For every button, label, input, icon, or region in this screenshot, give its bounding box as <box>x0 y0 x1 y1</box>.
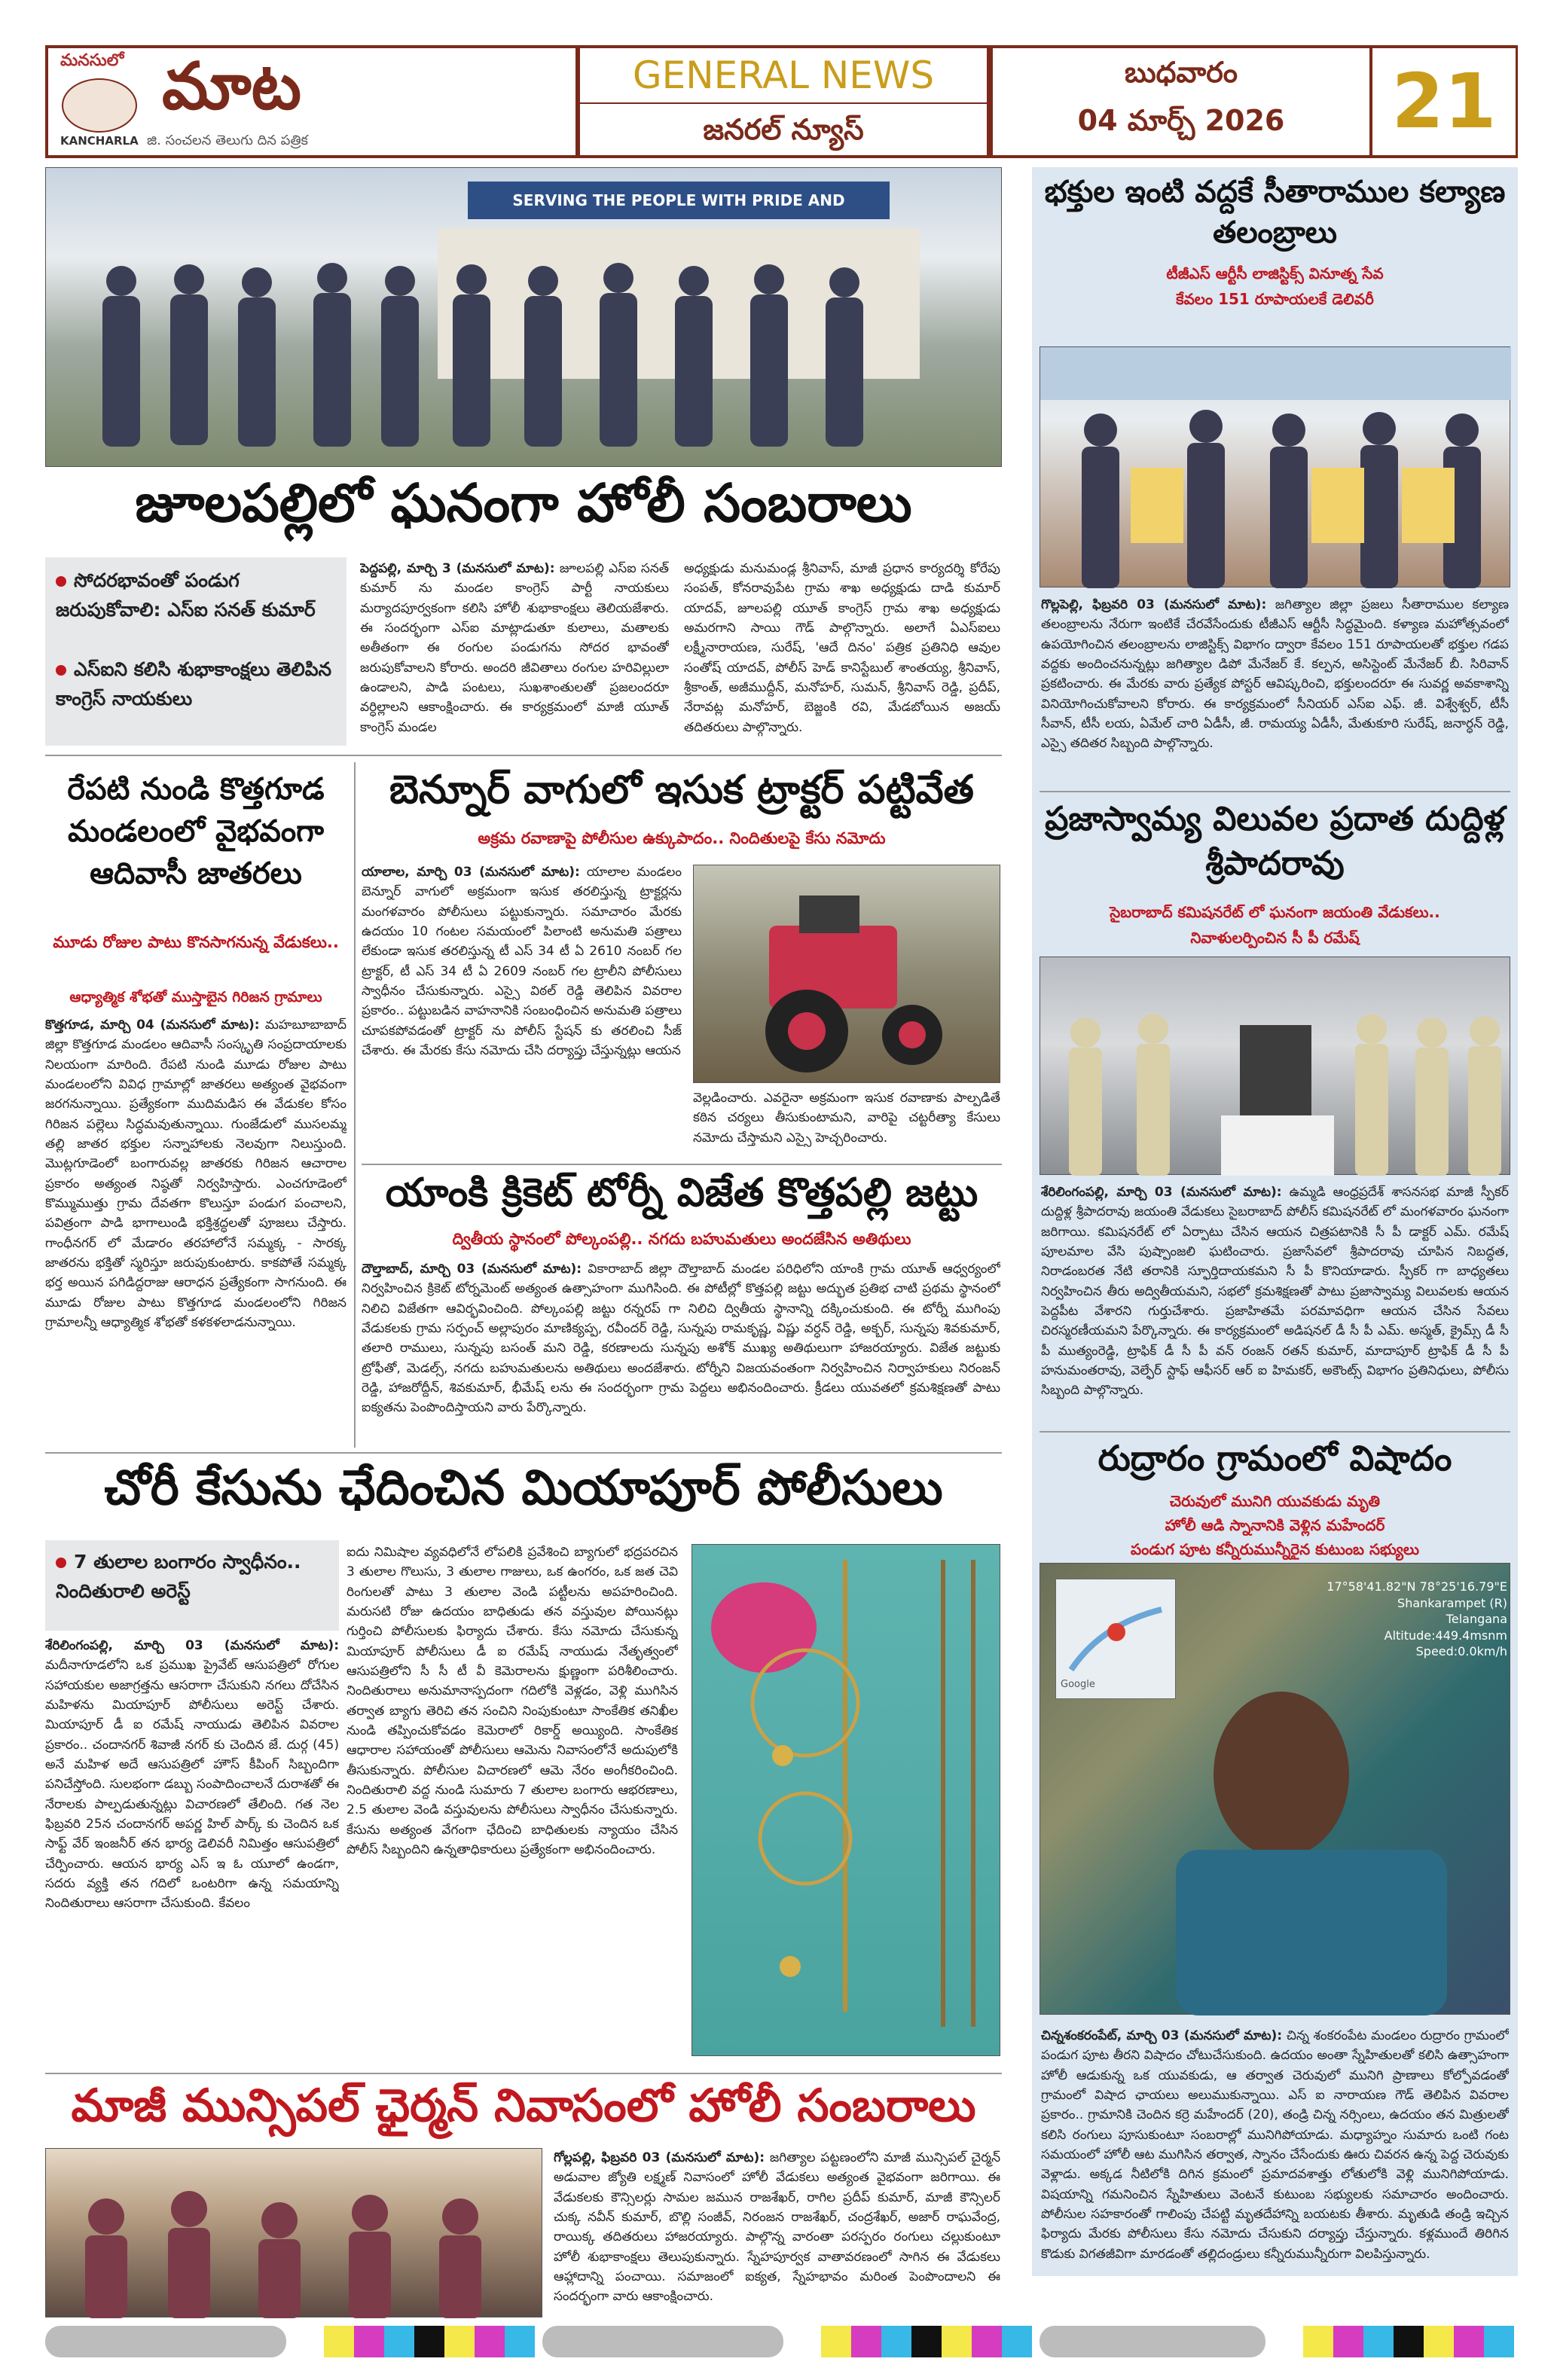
recovered-jewellery-photo <box>691 1544 1000 2056</box>
print-color-swatches <box>791 2326 1032 2357</box>
divider <box>362 1164 1002 1165</box>
tractor-illustration <box>694 865 1001 1084</box>
jatara-headline: రేపటి నుండి కొత్తగూడ మండలంలో వైభవంగా ఆదివాసీ జాతరలు <box>67 772 325 891</box>
holi-bullet-box <box>45 557 347 746</box>
divider <box>45 2073 1002 2074</box>
print-color-bar <box>45 2326 286 2357</box>
logo-title: మాట <box>162 48 301 124</box>
people-silhouettes <box>76 251 920 447</box>
theft-bullet: 7 తులాల బంగారం స్వాధీనం.. నిందితురాలి అరెస్ట్ <box>56 1551 301 1602</box>
rudraram-subhead-1: చెరువులో మునిగి యువకుడు మృతి <box>1169 1492 1381 1510</box>
weekday: బుధవారం <box>1124 56 1238 89</box>
cmyk-swatches <box>791 2326 1032 2357</box>
gps-coordinates: 17°58'41.82"N 78°25'16.79"E <box>1327 1579 1507 1594</box>
rudraram-headline: రుద్రారం గ్రామంలో విషాదం <box>1098 1438 1452 1478</box>
holi-body-col2: అధ్యక్షుడు మనుమండ్ల శ్రీనివాస్, మాజీ ప్రధాన కార్యదర్శి కోరేపు సంపత్, కోనరావుపేట గ్రామ శాఖ అధ్యక్షుడు దాడి కుమార్ యాదవ్, జూలపల్లి యూత్ కాంగ్రెస్ గ్రామ శాఖ అధ్యక్షుడు అమరగాని సాయి గౌడ్ పాల్గొన్నారు. అలాగే ఏఎస్ఐలు లక్ష్మీనారాయణ, సురేష్, 'ఆదే దినం' పత్రిక ప్రతినిధి ఆవుల సంతోష్ యాదవ్, పోలీస్ హెడ్ కానిస్టేబుల్ శాంతయ్య, శ్రీనివాస్, శ్రీకాంత్, అజీముద్దీన్, మనోహర్, సుమన్, శ్రీనివాస్ రెడ్డి, ప్రదీప్, నేరావట్ల మనోహర్, బెజ్జంకి రవి, మేడబోయిన అజయ్ తదితరులు పాల్గొన్నారు. <box>684 561 1000 735</box>
rudraram-photo <box>1040 1563 1510 2015</box>
print-color-swatches <box>294 2326 535 2357</box>
print-color-bar <box>542 2326 783 2357</box>
divider <box>1040 791 1510 792</box>
divider <box>45 1452 1002 1454</box>
sripada-tribute-photo <box>1040 957 1510 1175</box>
rudraram-subhead-3: పండుగ పూట కన్నీరుమున్నీరైన కుటుంబ సభ్యులు <box>1131 1540 1419 1558</box>
exchair-holi-photo <box>45 2148 542 2317</box>
holi-group-photo <box>45 167 1002 467</box>
sand-headline: బెన్నూర్ వాగులో ఇసుక ట్రాక్టర్ పట్టివేత <box>389 767 975 813</box>
cricket-body: దౌల్తాబాద్, మార్చి 03 (మనసులో మాట): వికారాబాద్ జిల్లా దౌల్తాబాద్ మండల పరిధిలోని యాంకి గ్రామ యూత్ ఆధ్వర్యంలో నిర్వహించిన క్రికెట్ టోర్నమెంట్ అత్యంత ఉత్సాహంగా ముగిసింది. ఈ పోటీల్లో కొత్తపల్లి జట్టు అద్భుత ప్రతిభ చాటి ప్రథమ స్థానంలో నిలిచి విజేతగా ఆవిర్భవించింది. పోల్కంపల్లి జట్టు రన్నరప్ గా నిలిచి ద్వితీయ స్థానాన్ని దక్కించుకుంది. ఈ టోర్నీ ముగింపు వేడుకలకు గ్రామ సర్పంచ్ అల్లాపురం మాణిక్యప్ప, రవీందర్ రెడ్డి, సున్నపు రామకృష్ణ, విష్ణు వర్ధన్ రెడ్డి, అక్బర్, సున్నపు శివకుమార్, తలారి రాములు, సున్నపు బసంత్ మని రెడ్డి, కరణాలదు సున్నపు అశోక్ ముఖ్య అతిథులుగా హాజరయ్యారు. విజేత జట్టుకు ట్రోఫీతో, మెడల్స్, నగదు బహుమతులను అతిథులు అందజేశారు. టోర్నీని విజయవంతంగా నిర్వహించిన నిర్వాహకులు నిరంజన్ రెడ్డి, హాజరోద్దీన్, శివకుమార్, భీమేష్ లను ఈ సందర్భంగా గ్రామ పెద్దలు అభినందించారు. క్రీడలు యువతలో క్రమశిక్షణతో పాటు ఐక్యతను పెంపొందిస్తాయని వారు పేర్కొన్నారు. <box>362 1262 1000 1416</box>
theft-body-col2: ఐదు నిమిషాల వ్యవధిలోనే లోపలికి ప్రవేశించి బ్యాగులో భద్రపరచిన 3 తులాల గొలుసు, 3 తులాల గాజులు, ఒక ఉంగరం, ఒక జత చెవి రింగులతో పాటు 3 తులాల వెండి పట్టీలను అపహరించింది. మరుసటి రోజు ఉదయం బాధితుడు తన వస్తువుల పోయినట్లు గుర్తించి పోలీసులకు ఫిర్యాదు చేశారు. కేసు నమోదు చేసుకున్న మియాపూర్ పోలీసులు డీ ఐ రమేష్ నాయుడు నేతృత్వంలో ఆసుపత్రిలోని సీ సీ టీ వీ కెమెరాలను క్షుణ్ణంగా పరిశీలించారు. నిందితురాలు అనుమానాస్పదంగా గదిలోకి వెళ్లడం, వెళ్లి ముగిసిన తర్వాత బ్యాగు తెరిచి తన సంచిని నింపుకుంటూ సాంకేతిక తనిఖీల నుండి తప్పించుకోవడం కెమెరాలో రికార్డ్ అయ్యింది. సాంకేతిక ఆధారాల సహాయంతో పోలీసులు ఆమెను నివాసంలోనే అదుపులోకి తీసుకున్నారు. పోలీసుల విచారణలో ఆమె నేరం అంగీకరించింది. నిందితురాలి వద్ద నుండి సుమారు 7 తులాల బంగారు ఆభరణాలు, 2.5 తులాల వెండి వస్తువులను పోలీసులు స్వాధీనం చేసుకున్నారు. కేసును అత్యంత వేగంగా ఛేదించి బాధితులకు న్యాయం చేసిన పోలీస్ సిబ్బందిని ఉన్నతాధికారులు ప్రత్యేకంగా అభినందించారు. <box>347 1545 678 1858</box>
divider <box>1040 1431 1510 1433</box>
exchair-headline: మాజీ మున్సిపల్ ఛైర్మన్ నివాసంలో హోలీ సంబరాలు <box>71 2079 976 2132</box>
holi-people-illustration <box>46 2149 543 2318</box>
map-label: Google <box>1061 1679 1095 1690</box>
logo-tagline: జి. సంచలన తెలుగు దిన పత్రిక <box>147 133 308 148</box>
jatara-subhead-2: ఆధ్యాత్మిక శోభతో ముస్తాబైన గిరిజన గ్రామాలు <box>69 989 322 1005</box>
rudraram-subhead-2: హోలీ ఆడి స్నానానికి వెళ్లిన మహేందర్ <box>1165 1516 1385 1534</box>
cmyk-swatches <box>294 2326 535 2357</box>
bullet-dot-icon <box>56 576 66 587</box>
theft-headline: చోరీ కేసును ఛేదించిన మియాపూర్ పోలీసులు <box>104 1460 943 1516</box>
jatara-subhead-1: మూడు రోజుల పాటు కొనసాగనున్న వేడుకలు.. <box>53 933 339 951</box>
photo-banner: SERVING THE PEOPLE WITH PRIDE AND <box>468 182 890 219</box>
logo-brand: KANCHARLA <box>60 134 139 148</box>
group-of-people <box>76 251 920 447</box>
gps-place: Shankarampet (R) <box>1397 1595 1507 1610</box>
issue-date: 04 మార్చ్ 2026 <box>1077 104 1285 137</box>
bullet-dot-icon <box>56 1558 66 1568</box>
holi-headline: జూలపల్లిలో ఘనంగా హోలీ సంబరాలు <box>135 472 912 534</box>
gps-speed: Speed:0.0km/h <box>1415 1644 1507 1659</box>
section-title-telugu: జనరల్ న్యూస్ <box>580 104 987 155</box>
gps-state: Telangana <box>1446 1612 1507 1627</box>
sand-body-col2: వెల్లడించారు. ఎవరైనా అక్రమంగా ఇసుక రవాణాకు పాల్పడితే కఠిన చర్యలు తీసుకుంటామని, వారిపై చట్టరీత్యా కేసులు నమోదు చేస్తామని ఎస్సై హెచ్చరించారు. <box>693 1091 1000 1146</box>
sripada-subhead-1: సైబరాబాద్ కమిషనరేట్ లో ఘనంగా జయంతి వేడుకలు.. <box>1110 903 1440 921</box>
section-title-english: GENERAL NEWS <box>580 48 987 102</box>
holi-body-col1: పెద్దపల్లి, మార్చి 3 (మనసులో మాట): జూలపల్లి ఎస్ఐ సనత్ కుమార్ ను మండల కాంగ్రెస్ పార్టీ నాయకులు మర్యాదపూర్వకంగా కలిసి హోలీ శుభాకాంక్షలు తెలియజేశారు. ఈ సందర్భంగా ఎస్ఐ మాట్లాడుతూ కులాలు, మతాలకు అతీతంగా ఈ రంగుల పండుగను సోదర భావంతో జరుపుకోవాలని కోరారు. అందరి జీవితాలు రంగుల హరివిల్లులా ఉండాలని, పాడి పంటలు, సుఖశాంతులతో ప్రజలందరూ వర్ధిల్లాలని ఆకాంక్షించారు. ఈ కార్యక్రమంలో మాజీ యూత్ కాంగ్రెస్ మండల <box>360 561 669 735</box>
cricket-headline: యాంకి క్రికెట్ టోర్నీ విజేత కొత్తపల్లి జట్టు <box>385 1170 978 1216</box>
map-thumbnail <box>1055 1579 1176 1699</box>
jatara-body: కొత్తగూడ, మార్చి 04 (మనసులో మాట): మహబూబాబాద్ జిల్లా కొత్తగూడ మండలం ఆదివాసీ సంస్కృతి సంప్రదాయాలకు నిలయంగా మారింది. రేపటి నుండి మూడు రోజుల పాటు మండలంలోని వివిధ గ్రామాల్లో జాతరలు అత్యంత వైభవంగా జరగనున్నాయి. ప్రత్యేకంగా ముదిమడిస ఈ వేడుకల కోసం గిరిజన పల్లెలు సిద్ధమవుతున్నాయి. గుంజేడులో ముసలమ్మ తల్లి జాతర భక్తుల సన్నాహాలకు నెలవుగా నిలుస్తుంది. మొట్లగూడెంలో బంగారువల్ల జాతరకు గిరిజన ఆచారాల ప్రకారం అత్యంత నిష్ఠతో నిర్వహిస్తారు. ఎంచగూడెంలో కొమ్ముముత్తు గ్రామ దేవతగా కొలుస్తూ పండుగ పంచాలని, పవిత్రంగా పాడి భాగాలుండి భక్తిశ్రద్ధలతో పూజలు చేస్తారు. గాంధీనగర్ లో మేడారం తరహాలోనే సమ్మక్క - సారక్క జాతరను భక్తితో స్మరిస్తూ జరుపుకుంటారు. కాకపోతే సమ్మక్క భర్త అయిన పగిడిద్దరాజు ఆరాధన ప్రత్యేకంగా సాగనుంది. ఈ మూడు రోజుల పాటు కొత్తగూడ మండలంలోని గిరిజన గ్రామాలన్నీ ఆధ్యాత్మిక శోభతో కళకళలాడనున్నాయి. <box>45 1018 347 1331</box>
tribute-illustration <box>1040 957 1511 1176</box>
holi-bullet-1: సోదరభావంతో పండుగ జరుపుకోవాలి: ఎస్ఐ సనత్ కుమార్ <box>56 569 316 621</box>
holi-bullet-2: ఎస్ఐని కలిసి శుభాకాంక్షలు తెలిపిన కాంగ్రెస్ నాయకులు <box>56 658 332 709</box>
sripada-body: శేరిలింగంపల్లి, మార్చి 03 (మనసులో మాట): ఉమ్మడి ఆంధ్రప్రదేశ్ శాసనసభ మాజీ స్పీకర్ దుద్దిళ్ల శ్రీపాదరావు జయంతి వేడుకలు సైబరాబాద్ పోలీస్ కమిషనరేట్ లో మంగళవారం ఘనంగా జరిగాయి. కమిషనరేట్ లో ఏర్పాటు చేసిన ఆయన చిత్రపటానికి సీ పీ డాక్టర్ ఎమ్. రమేష్ పూలమాల వేసి పుష్పాంజలి ఘటించారు. ప్రజాసేవలో శ్రీపాదరావు చూపిన నిబద్ధత, నిరాడంబరత నేటి తరానికి స్ఫూర్తిదాయకమని సీ పీ కొనియాడారు. స్పీకర్ గా బాధ్యతలు నిర్వహించిన తీరు అద్వితీయమని, సభలో క్రమశిక్షణతో పాటు ప్రజాస్వామ్య విలువలకు ఆయన పెద్దపీట వేశారని గుర్తుచేశారు. ప్రజాహితమే పరమావధిగా ఆయన చేసిన సేవలు చిరస్మరణీయమని పేర్కొన్నారు. ఈ కార్యక్రమంలో అడిషనల్ డీ సీ పీ ఎమ్. అస్మత్, క్రైమ్స్ డీ సీ పీ ముత్యంరెడ్డి, ట్రాఫిక్ డీ సీ పీ వన్ రంజన్ రతన్ కుమార్, మాదాపూర్ ట్రాఫిక్ డీ సీ పీ హనుమంతరావు, వెల్ఫేర్ స్టాఫ్ ఆఫీసర్ ఆర్ ఐ హిమకర్, అకౌంట్స్ విభాగం ప్రతినిధులు, పోలీసు సిబ్బంది పాల్గొన్నారు. <box>1041 1185 1509 1399</box>
talambralu-body: గొల్లపెల్లి, ఫిబ్రవరి 03 (మనసులో మాట): జగిత్యాల జిల్లా ప్రజలు సీతారాముల కల్యాణ తలంబ్రాలను నేరుగా ఇంటికే చేరవేసేందుకు టీజీఎస్ ఆర్టీసీ సిద్ధమైంది. కళ్యాణ మహోత్సవంలో ఉపయోగించిన తలంబ్రాలను లాజిస్టిక్స్ విభాగం ద్వారా కేవలం 151 రూపాయలతో భక్తుల గడప వద్దకు అందించనున్నట్లు జగిత్యాల డిపో మేనేజర్ కే. కల్పన, అసిస్టెంట్ మేనేజర్ బీ. సిరివాన్ ప్రకటించారు. ఈ మేరకు వారు ప్రత్యేక పోస్టర్ ఆవిష్కరించి, భక్తులందరూ ఈ సువర్ణ అవకాశాన్ని వినియోగించుకోవాలని కోరారు. ఈ కార్యక్రమంలో సీనియర్ ఎస్ఐ ఎఫ్. జీ. విశ్వేశ్వర్, టీసీ సీవాన్, టీసీ లయ, ఏమేల్ చారి ఏడీసీ, జీ. రామయ్య ఏడీసీ, మేతుకూరి సురేష్, జనార్ధన్ రెడ్డి, ఎస్సై తదితర సిబ్బంది పాల్గొన్నారు. <box>1041 597 1509 752</box>
jewellery-illustration <box>692 1545 1001 2057</box>
talambralu-poster-photo <box>1040 346 1510 587</box>
print-color-swatches <box>1273 2326 1514 2357</box>
poster-release-illustration <box>1040 347 1511 588</box>
divider <box>45 755 1002 756</box>
gps-altitude: Altitude:449.4msnm <box>1384 1628 1507 1643</box>
victim-illustration <box>1040 1684 1511 2015</box>
print-color-bar <box>1040 2326 1265 2357</box>
column-divider <box>354 762 356 1448</box>
page-number: 21 <box>1372 48 1516 155</box>
logo-prefix: మనసులో <box>60 51 124 70</box>
cricket-subhead: ద్వితీయ స్థానంలో పోల్కంపల్లి.. నగదు బహుమతులు అందజేసిన అతిథులు <box>452 1230 911 1248</box>
gps-overlay <box>1266 1579 1507 1660</box>
exchair-body: గోల్లపల్లి, ఫిబ్రవరి 03 (మనసులో మాట): జగిత్యాల పట్టణంలోని మాజీ మున్సిపల్ చైర్మన్ అడువాల జ్యోతి లక్ష్మణ్ నివాసంలో హోలీ వేడుకలు అత్యంత వైభవంగా జరిగాయి. ఈ వేడుకలకు కౌన్సిలర్లు సామల జమున రాజశేఖర్, రాగిల ప్రదీప్ కుమార్, మాజీ కౌన్సిలర్ చుక్క నవీన్ కుమార్, బొల్లి సంజీవ్, నిరంజన రాజశేఖర్, చంద్రశేఖర్, అజార్ రాఘవేంద్ర, రాయిక్క తదితరులు హాజరయ్యారు. పాల్గొన్న వారంతా పరస్పరం రంగులు చల్లుకుంటూ హోలీ శుభాకాంక్షలు తెలుపుకున్నారు. స్నేహపూర్వక వాతావరణంలో సాగిన ఈ వేడుకలు ఆహ్లాదాన్ని పంచాయి. సమాజంలో ఐక్యత, స్నేహభావం మరింత పెంపొందాలని ఈ సందర్భంగా వారు ఆకాంక్షించారు. <box>554 2150 1000 2305</box>
sand-body-col1: యాలాల, మార్చి 03 (మనసులో మాట): యాలాల మండలం బెన్నూర్ వాగులో అక్రమంగా ఇసుక తరలిస్తున్న ట్రాక్టర్లను మంగళవారం పోలీసులు పట్టుకున్నారు. సమాచారం మేరకు ఉదయం 10 గంటల సమయంలో పిలాంటి అనుమతి పత్రాలు లేకుండా ఇసుక తరలిస్తున్న టీ ఎస్ 34 టీ ఏ 2610 నంబర్ గల ట్రాక్టర్, టీ ఎస్ 34 టీ ఏ 2609 నంబర్ గల ట్రాలీని పోలీసులు స్వాధీనం చేసుకున్నారు. ఎస్సై విఠల్ రెడ్డి తెలిపిన వివరాల ప్రకారం.. పట్టుబడిన వాహనానికి సంబంధించిన అనుమతి పత్రాలు చూపకపోవడంతో ట్రాక్టర్ ను పోలీస్ స్టేషన్ కు తరలించి సీజ్ చేశారు. ఈ మేరకు కేసు నమోదు చేసి దర్యాప్తు చేస్తున్నట్లు ఆయన <box>362 865 682 1059</box>
sand-subhead: అక్రమ రవాణాపై పోలీసుల ఉక్కుపాదం.. నిందితులపై కేసు నమోదు <box>478 829 886 847</box>
tractor-photo <box>693 865 1000 1083</box>
talambralu-subhead-1: టీజీఎస్ ఆర్టీసీ లాజిస్టిక్స్ వినూత్న సేవ <box>1166 264 1384 282</box>
rudraram-body: చిన్నశంకరంపేట్, మార్చి 03 (మనసులో మాట): చిన్న శంకరంపేట మండలం రుద్రారం గ్రామంలో పండుగ పూట తీరని విషాదం చోటుచేసుకుంది. ఉదయం అంతా స్నేహితులతో కలిసి ఉత్సాహంగా హోలీ ఆడుకున్న ఒక యువకుడు, ఆ తర్వాత చెరువులో మునిగి ప్రాణాలు కోల్పోవడంతో గ్రామంలో విషాద ఛాయలు అలుముకున్నాయి. ఎస్ ఐ నారాయణ గౌడ్ తెలిపిన వివరాల ప్రకారం.. గ్రామానికి చెందిన కర్రె మహేందర్ (20), తండ్రి చిన్న నర్సింలు, ఉదయం తన మిత్రులతో కలిసి రంగులు పూసుకుంటూ సంబరాల్లో మునిగిపోయాడు. మధ్యాహ్నం సుమారు ఒంటి గంట సమయంలో హోలీ ఆట ముగిసిన తర్వాత, స్నానం చేసేందుకు ఊరు చివరన ఉన్న పెద్ద చెరువుకు వెళ్లాడు. అక్కడ నీటిలోకి దిగిన క్రమంలో ప్రమాదవశాత్తు లోతులోకి వెళ్లి మునిగిపోయాడు. విషయాన్ని గమనించిన స్నేహితులు వెంటనే కుటుంబ సభ్యులకు సమాచారం అందించారు. పోలీసుల సహకారంతో గాలింపు చేపట్టి మృతదేహాన్ని బయటకు తీశారు. మృతుడి తండ్రి ఇచ్చిన ఫిర్యాదు మేరకు పోలీసులు కేసు నమోదు చేసుకుని దర్యాప్తు చేస్తున్నారు. కళ్లముందే తిరిగిన కొడుకు విగతజీవిగా మారడంతో తల్లిదండ్రులు కన్నీరుమున్నీరుగా విలపిస్తున్నారు. <box>1041 2028 1509 2262</box>
talambralu-headline: భక్తుల ఇంటి వద్దకే సీతారాముల కల్యాణ తలంబ్రాలు <box>1044 175 1506 250</box>
theft-body-col1: శేరిలింగంపల్లి, మార్చి 03 (మనసులో మాట): మదీనాగూడలోని ఒక ప్రముఖ ప్రైవేట్ ఆసుపత్రిలో రోగుల సహాయకుల అజాగ్రత్తను ఆసరాగా చేసుకుని నగలు దోచేసిన మహిళను మియాపూర్ పోలీసులు అరెస్ట్ చేశారు. మియాపూర్ డీ ఐ రమేష్ నాయుడు తెలిపిన వివరాల ప్రకారం.. చందానగర్ శివాజీ నగర్ కు చెందిన జే. దుర్గ (45) అనే మహిళ అదే ఆసుపత్రిలో హౌస్ కీపింగ్ సిబ్బందిగా పనిచేస్తోంది. సులభంగా డబ్బు సంపాదించాలనే దురాశతో ఈ నేరాలకు పాల్పడుతున్నట్లు విచారణలో తేలింది. గత నెల ఫిబ్రవరి 25న చందానగర్ అపర్ణ హిల్ పార్క్ కు చెందిన ఒక సాఫ్ట్ వేర్ ఇంజనీర్ తన భార్య డెలివరీ నిమిత్తం ఆసుపత్రిలో చేర్పించారు. ఆయన భార్య ఎస్ ఇ ఓ యూలో ఉండగా, సదరు వ్యక్తి తన గదిలో ఒంటరిగా ఉన్న సమయాన్ని నిందితురాలు ఆసరాగా చేసుకుంది. కేవలం <box>45 1638 339 1912</box>
talambralu-subhead-2: కేవలం 151 రూపాయలకే డెలివరీ <box>1176 290 1374 308</box>
sripada-headline: ప్రజాస్వామ్య విలువల ప్రదాత దుద్దిళ్ల శ్రీపాదరావు <box>1045 800 1505 883</box>
theft-bullet-box <box>45 1540 339 1631</box>
sripada-subhead-2: నివాళులర్పించిన సీ పీ రమేష్ <box>1190 929 1360 947</box>
cmyk-swatches <box>1273 2326 1514 2357</box>
logo-portrait <box>62 78 137 133</box>
bullet-dot-icon <box>56 665 66 676</box>
